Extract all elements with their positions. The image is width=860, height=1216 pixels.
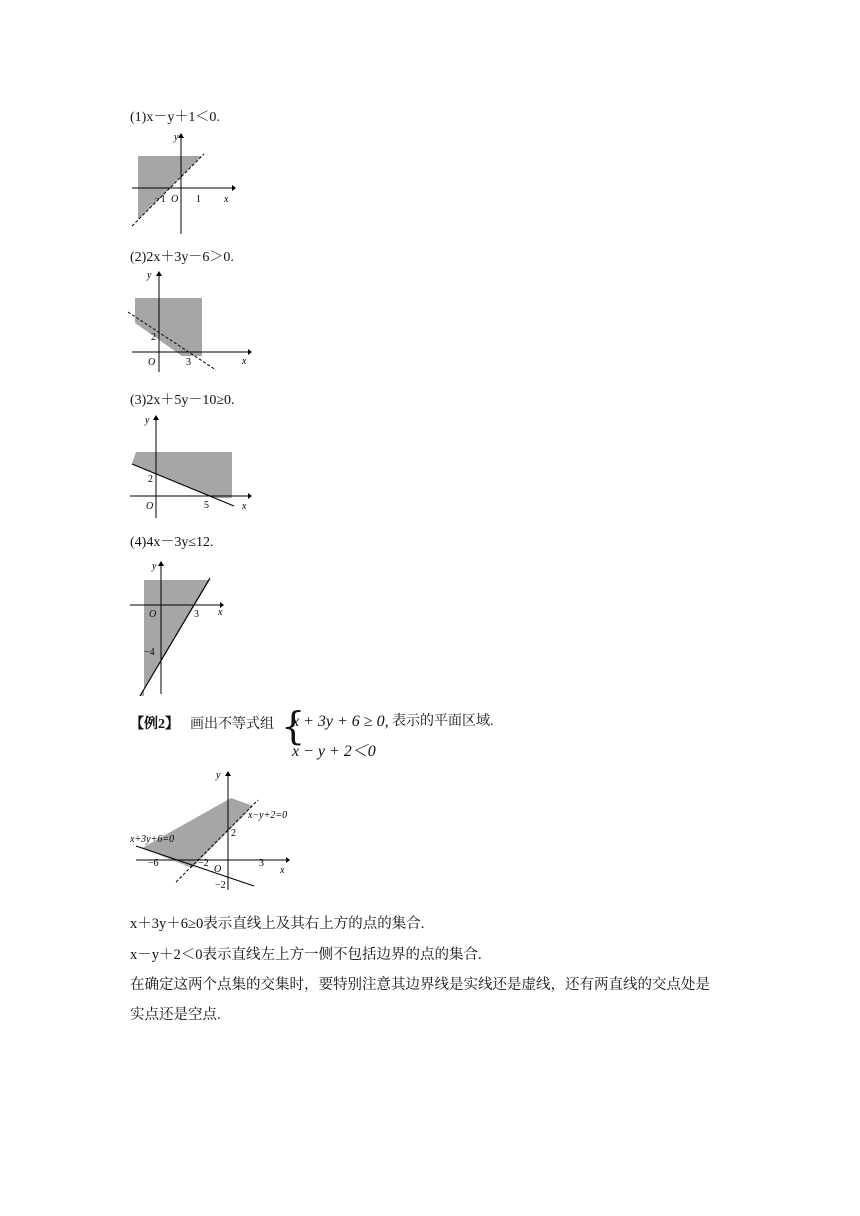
explanation-line-1: x＋3y＋6≥0表示直线上及其右上方的点的集合. xyxy=(130,916,425,932)
tick-label: 5 xyxy=(204,500,209,511)
tick-label: −1 xyxy=(155,194,166,205)
tick-label: 2 xyxy=(148,474,153,485)
origin-label: O xyxy=(149,609,157,620)
graph-1 xyxy=(128,128,238,236)
x-label: x xyxy=(224,194,229,205)
y-label: y xyxy=(174,132,179,143)
explanation-line-2: x－y＋2＜0表示直线左上方一侧不包括边界的点的集合. xyxy=(130,947,482,963)
x-label: x xyxy=(242,501,247,512)
brace-icon: { xyxy=(281,704,306,748)
y-label: y xyxy=(145,415,150,426)
graph-2 xyxy=(118,266,254,374)
system-inequality-1: x + 3y + 6 ≥ 0, xyxy=(292,713,389,730)
tick-label: 3 xyxy=(186,357,191,368)
tick-label: 2 xyxy=(231,828,236,839)
problem-2-label: (2)2x＋3y－6＞0. xyxy=(130,250,234,265)
example-tag: 【例2】 xyxy=(130,717,179,732)
shaded-region xyxy=(132,452,232,498)
tick-label: 3 xyxy=(259,858,264,869)
problem-3-label: (3)2x＋5y－10≥0. xyxy=(130,393,235,408)
line-2-label: x−y+2=0 xyxy=(248,810,288,821)
y-label: y xyxy=(216,770,221,781)
graph-example-2 xyxy=(128,766,298,892)
example-suffix: 表示的平面区域. xyxy=(392,714,494,729)
explanation-line-3: 在确定这两个点集的交集时，要特别注意其边界线是实线还是虚线，还有两直线的交点处是 xyxy=(130,977,710,993)
origin-label: O xyxy=(171,194,179,205)
graph-3 xyxy=(128,410,254,520)
tick-label: 3 xyxy=(194,609,199,620)
origin-label: O xyxy=(214,864,222,875)
system-inequality-2: x − y + 2＜0 xyxy=(292,743,376,760)
tick-label: −4 xyxy=(144,647,155,658)
y-label: y xyxy=(152,561,157,572)
graph-4 xyxy=(124,554,234,700)
origin-label: O xyxy=(146,501,154,512)
tick-label: −6 xyxy=(148,858,159,869)
problem-1-label: (1)x－y＋1＜0. xyxy=(130,110,220,125)
tick-label: −2 xyxy=(215,880,226,891)
tick-label: 2 xyxy=(151,332,156,343)
example-prompt: 画出不等式组 xyxy=(190,717,274,732)
y-label: y xyxy=(147,270,152,281)
origin-label: O xyxy=(148,357,156,368)
line-1-label: x+3y+6=0 xyxy=(130,834,175,845)
tick-label: 1 xyxy=(196,194,201,205)
problem-4-label: (4)4x－3y≤12. xyxy=(130,535,214,550)
tick-label: −2 xyxy=(198,858,209,869)
shaded-region xyxy=(135,298,202,356)
x-label: x xyxy=(218,607,223,618)
x-label: x xyxy=(280,865,285,876)
explanation-line-4: 实点还是空点. xyxy=(130,1007,221,1023)
x-label: x xyxy=(242,356,247,367)
